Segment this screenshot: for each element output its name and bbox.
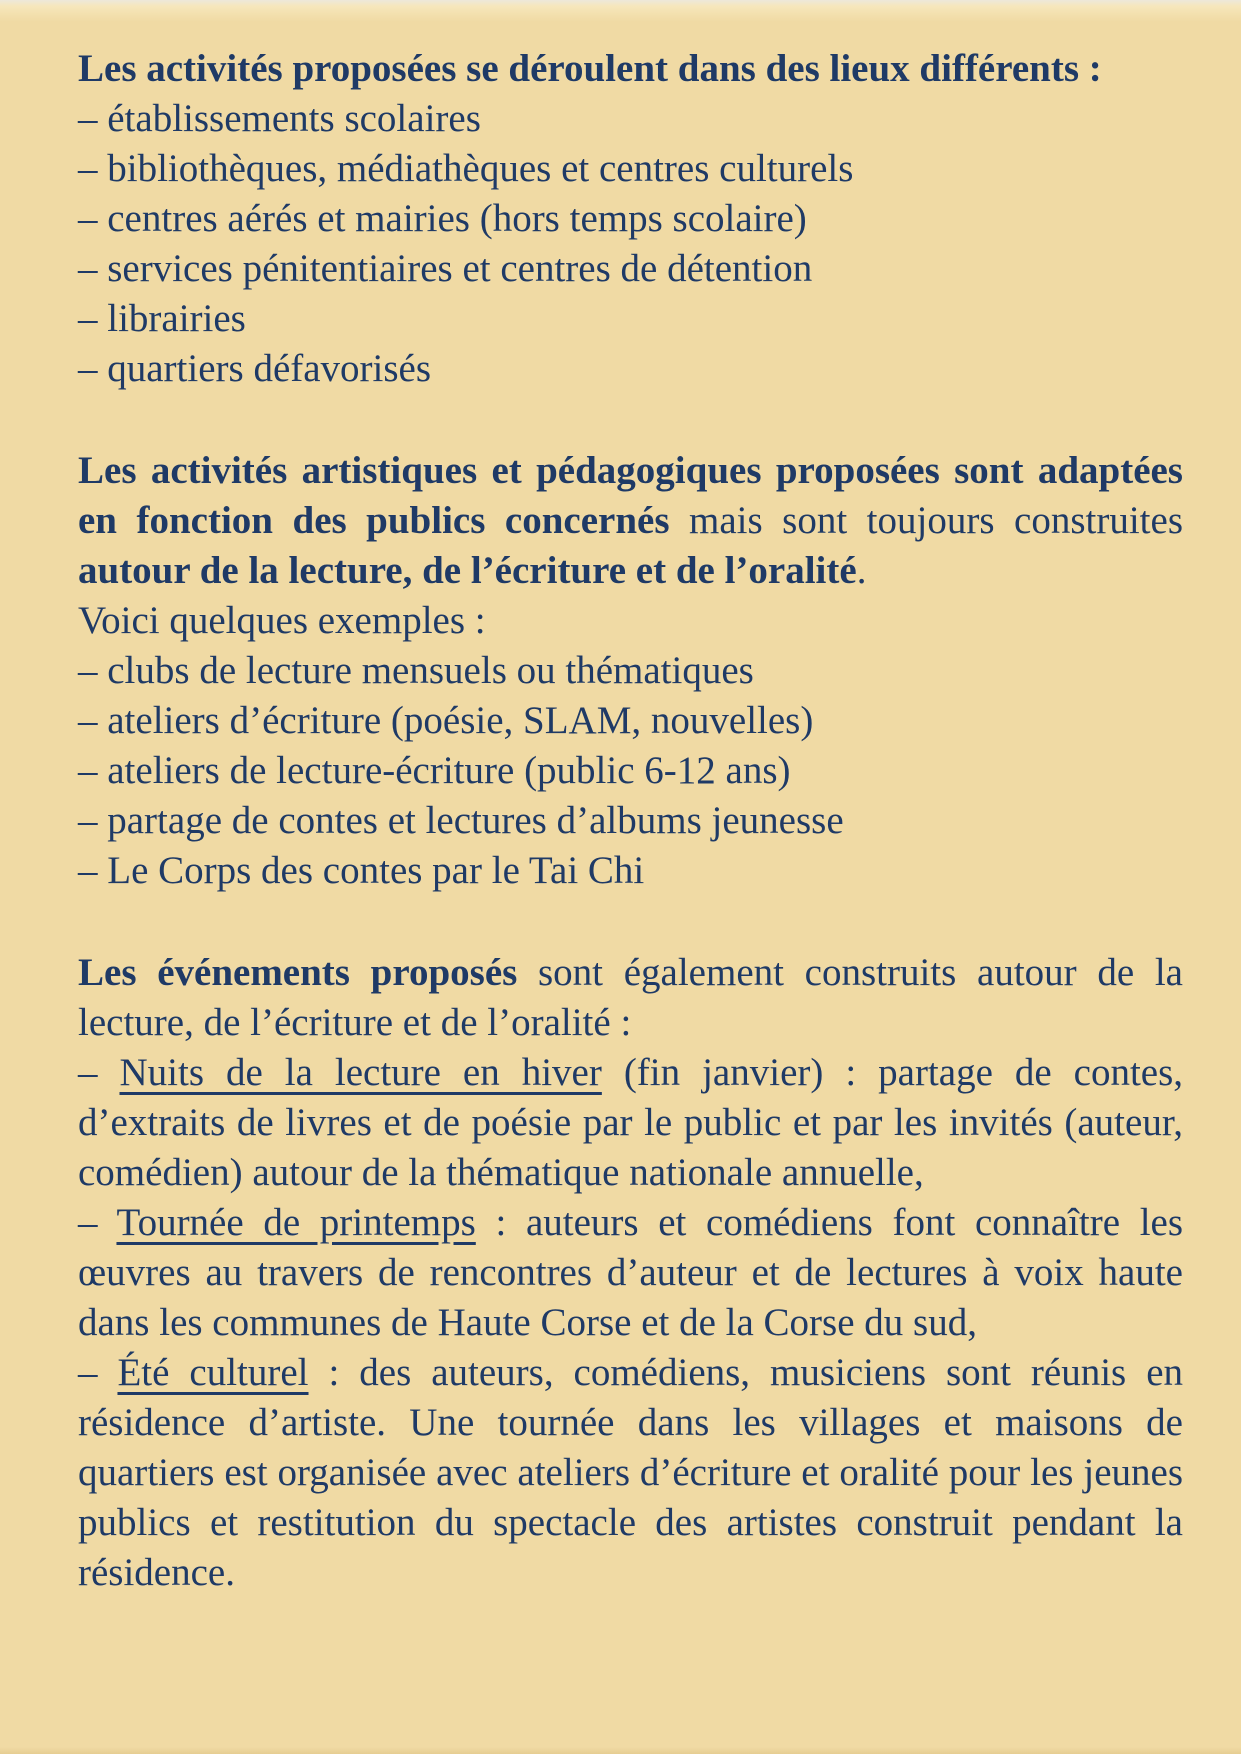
section-evenements [78,948,1183,1598]
event-title: Tournée de printemps [116,1201,476,1244]
event-item-tournee-de-printemps [78,1198,1183,1348]
activites-bold-lead: Les activités artistiques et pédagogiques proposées sont adaptées en fonction des publics concernés [78,449,1183,542]
event-item-nuits-de-la-lecture [78,1048,1183,1198]
lieux-list [78,94,1183,394]
list-item: – quartiers défavorisés [78,347,432,390]
dash-marker: – [78,1351,118,1394]
evenements-list [78,1048,1183,1598]
examples-list [78,646,1183,896]
event-description: (fin janvier) : partage de contes, d’extraits de livres et de poésie par le public et par les invités (auteur, comédien) autour de la thématique nationale annuelle, [78,1051,1184,1194]
evenements-intro [78,948,1183,1048]
dash-marker: – [78,1051,120,1094]
lieux-heading: Les activités proposées se déroulent dans des lieux différents : [78,47,1102,90]
event-title: Été culturel [117,1351,309,1394]
dash-marker: – [78,1201,117,1244]
list-item: – bibliothèques, médiathèques et centres culturels [78,147,854,190]
list-item: – Le Corps des contes par le Tai Chi [78,849,645,892]
list-item: – ateliers d’écriture (poésie, SLAM, nouvelles) [78,699,814,742]
list-item: – clubs de lecture mensuels ou thématiques [78,649,754,692]
event-item-ete-culturel [78,1348,1183,1598]
list-item: – partage de contes et lectures d’albums jeunesse [78,799,844,842]
activites-plain-mid: mais sont toujours construites [669,499,1183,542]
activites-paragraph [78,446,1183,596]
examples-intro: Voici quelques exemples : [78,599,486,642]
list-item: – services pénitentiaires et centres de détention [78,247,813,290]
list-item: – établissements scolaires [78,97,481,140]
activites-plain-end: . [856,549,867,592]
list-item: – ateliers de lecture-écriture (public 6-12 ans) [78,749,791,792]
evenements-bold-lead: Les événements proposés [78,951,518,994]
activites-bold-tail: autour de la lecture, de l’écriture et de l’oralité [78,549,857,592]
section-activites [78,446,1183,896]
event-description: : des auteurs, comédiens, musiciens sont réunis en résidence d’artiste. Une tournée dans les villages et maisons de quartiers est organisée avec ateliers d’écriture et oralité pour les jeunes publics et restitution du spectacle des artistes construit pendant la résidence. [78,1351,1184,1594]
section-lieux [78,44,1183,394]
list-item: – centres aérés et mairies (hors temps scolaire) [78,197,807,240]
event-description: : auteurs et comédiens font connaître les œuvres au travers de rencontres d’auteur et de lectures à voix haute dans les communes de Haute Corse et de la Corse du sud, [78,1201,1184,1344]
event-title: Nuits de la lecture en hiver [119,1051,602,1094]
evenements-plain-tail: sont également construits autour de la lecture, de l’écriture et de l’oralité : [78,951,1183,1044]
list-item: – librairies [78,297,246,340]
